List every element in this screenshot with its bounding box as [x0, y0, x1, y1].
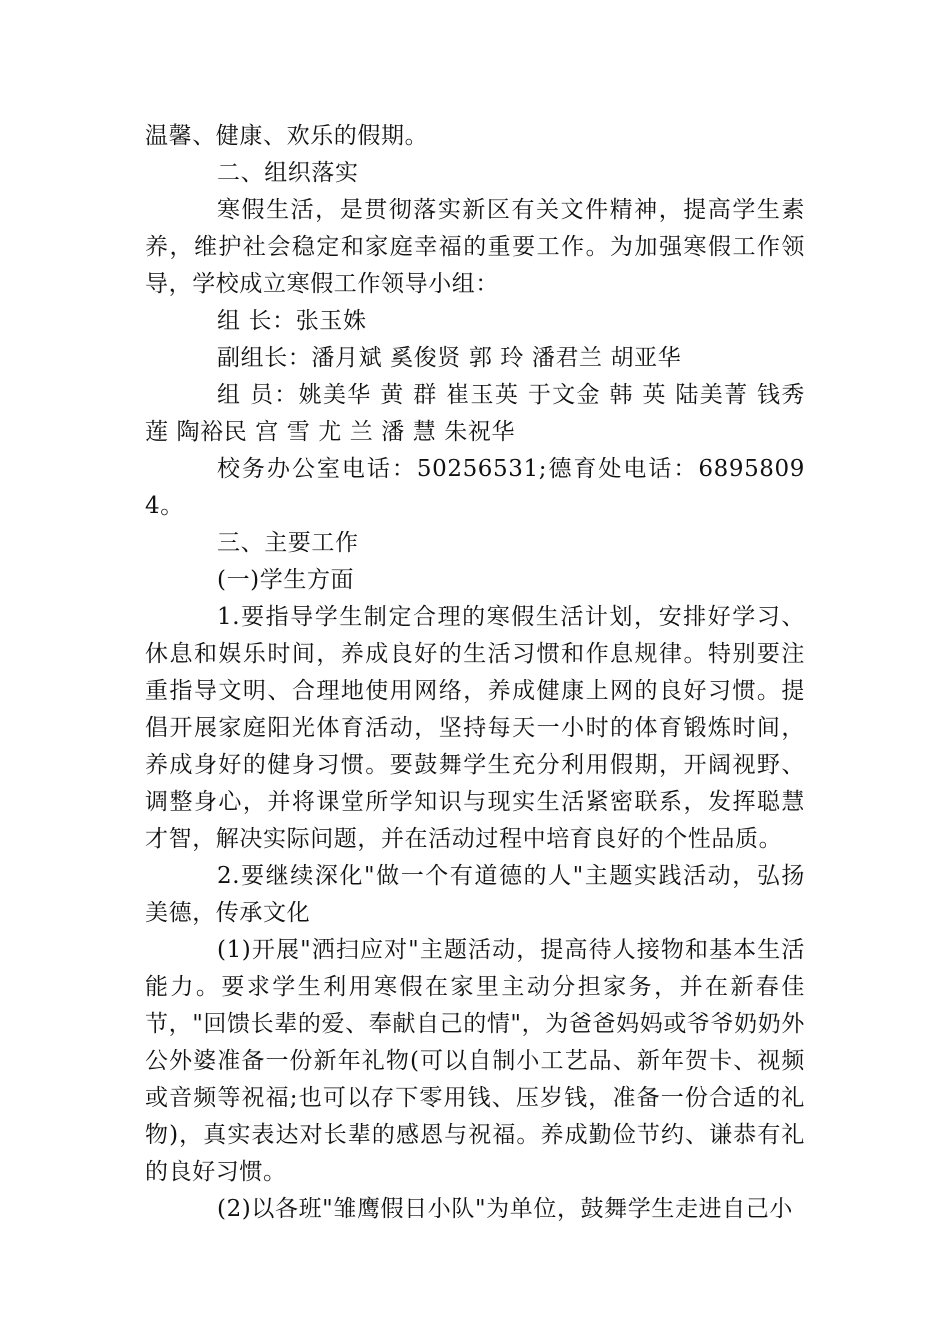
- section-heading-organization: 二、组织落实: [217, 160, 359, 186]
- subsection-heading-students: (一)学生方面: [217, 567, 355, 593]
- paragraph-organization: 寒假生活，是贯彻落实新区有关文件精神，提高学生素养，维护社会稳定和家庭幸福的重要工作。为加强寒假工作领导，学校成立寒假工作领导小组：: [145, 197, 805, 297]
- paragraph-intro-tail: 温馨、健康、欢乐的假期。: [145, 123, 429, 149]
- section-heading-main-work: 三、主要工作: [217, 530, 359, 556]
- paragraph-item-2: 2.要继续深化"做一个有道德的人"主题实践活动，弘扬美德，传承文化: [145, 863, 805, 926]
- paragraph-group-leader: 组 长：张玉姝: [217, 308, 367, 334]
- paragraph-deputy-leaders: 副组长：潘月斌 奚俊贤 郭 玲 潘君兰 胡亚华: [217, 345, 682, 371]
- paragraph-item-2-2: (2)以各班"雏鹰假日小队"为单位，鼓舞学生走进自己小: [217, 1196, 793, 1222]
- paragraph-item-2-1: (1)开展"洒扫应对"主题活动，提高待人接物和基本生活能力。要求学生利用寒假在家里主动分担家务，并在新春佳节，"回馈长辈的爱、奉献自己的情"，为爸爸妈妈或爷爷奶奶外公外婆准备一份新年礼物(可以自制小工艺品、新年贺卡、视频或音频等祝福;也可以存下零用钱、压岁钱，准备一份合适的礼物)，真实表达对长辈的感恩与祝福。养成勤俭节约、谦恭有礼的良好习惯。: [145, 937, 805, 1185]
- paragraph-group-members: 组 员：姚美华 黄 群 崔玉英 于文金 韩 英 陆美菁 钱秀莲 陶裕民 宫 雪 尤 兰 潘 慧 朱祝华: [145, 382, 805, 445]
- document-body: [145, 118, 805, 1228]
- paragraph-phone-numbers: 校务办公室电话：50256531;德育处电话：68958094。: [145, 456, 805, 519]
- paragraph-item-1: 1.要指导学生制定合理的寒假生活计划，安排好学习、休息和娱乐时间，养成良好的生活习惯和作息规律。特别要注重指导文明、合理地使用网络，养成健康上网的良好习惯。提倡开展家庭阳光体育活动，坚持每天一小时的体育锻炼时间，养成身好的健身习惯。要鼓舞学生充分利用假期，开阔视野、调整身心，并将课堂所学知识与现实生活紧密联系，发挥聪慧才智，解决实际问题，并在活动过程中培育良好的个性品质。: [145, 604, 805, 852]
